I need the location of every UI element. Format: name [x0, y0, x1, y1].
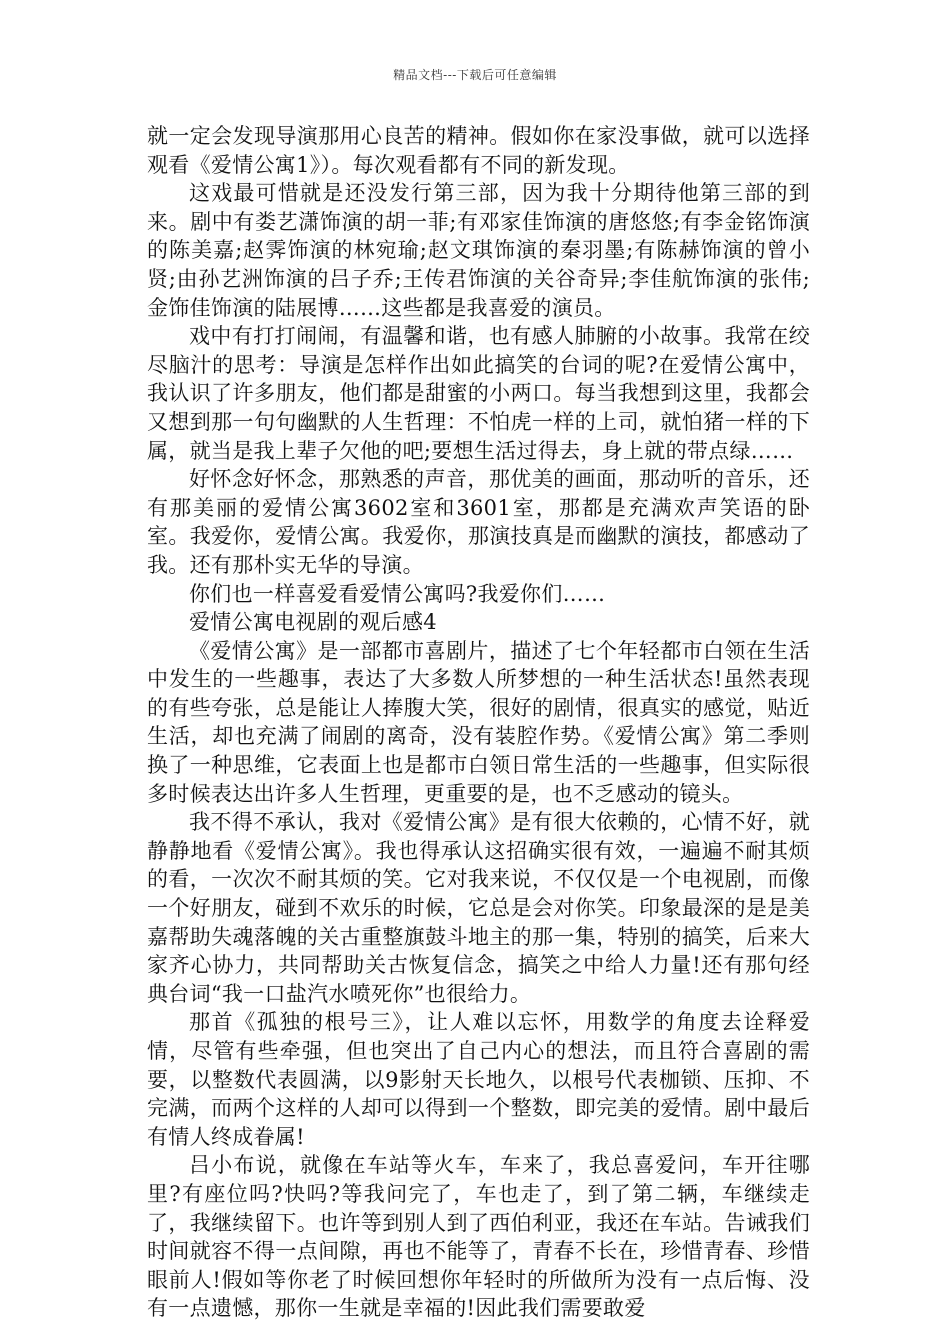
document-body: [147, 122, 810, 1323]
paragraph-7: 我不得不承认，我对《爱情公寓》是有很大依赖的，心情不好，就静静地看《爱情公寓》。我也得承认这招确实很有效，一遍遍不耐其烦的看，一次次不耐其烦的笑。它对我来说，不仅仅是一个电视剧，而像一个好朋友，碰到不欢乐的时候，它总是会对你笑。印象最深的是是美嘉帮助失魂落魄的关古重整旗鼓斗地主的那一集，特别的搞笑，后来大家齐心协力，共同帮助关古恢复信念，搞笑之中给人力量!还有那句经典台词“我一口盐汽水喷死你”也很给力。: [147, 810, 810, 1006]
paragraph-3: 戏中有打打闹闹，有温馨和谐，也有感人肺腑的小故事。我常在绞尽脑汁的思考：导演是怎样作出如此搞笑的台词的呢?在爱情公寓中，我认识了许多朋友，他们都是甜蜜的小两口。每当我想到这里，我都会又想到那一句句幽默的人生哲理：不怕虎一样的上司，就怕猪一样的下属，就当是我上辈子欠他的吧;要想生活过得去，身上就的带点绿……: [147, 324, 810, 463]
paragraph-5: 你们也一样喜爱看爱情公寓吗?我爱你们……: [189, 581, 606, 606]
section-heading: 爱情公寓电视剧的观后感4: [189, 610, 437, 635]
page-header: 精品文档---下载后可任意编辑: [393, 68, 557, 82]
paragraph-2: 这戏最可惜就是还没发行第三部，因为我十分期待他第三部的到来。剧中有娄艺潇饰演的胡一菲;有邓家佳饰演的唐悠悠;有李金铭饰演的陈美嘉;赵霁饰演的林宛瑜;赵文琪饰演的秦羽墨;有陈赫饰演的曾小贤;由孙艺洲饰演的吕子乔;王传君饰演的关谷奇异;李佳航饰演的张伟;金饰佳饰演的陆展博……这些都是我喜爱的演员。: [147, 181, 810, 320]
paragraph-6: 《爱情公寓》是一部都市喜剧片，描述了七个年轻都市白领在生活中发生的一些趣事，表达了大多数人所梦想的一种生活状态!虽然表现的有些夸张，总是能让人捧腹大笑，很好的剧情，很真实的感觉，贴近生活，却也充满了闹剧的离奇，没有装腔作势。《爱情公寓》第二季则换了一种思维，它表面上也是都市白领日常生活的一些趣事，但实际很多时候表达出许多人生哲理，更重要的是，也不乏感动的镜头。: [147, 638, 810, 806]
paragraph-8: 那首《孤独的根号三》，让人难以忘怀，用数学的角度去诠释爱情，尽管有些牵强，但也突出了自己内心的想法，而且符合喜剧的需要，以整数代表圆满，以9影射天长地久，以根号代表枷锁、压抑、不完满，而两个这样的人却可以得到一个整数，即完美的爱情。剧中最后有情人终成眷属!: [147, 1010, 810, 1149]
paragraph-9: 吕小布说，就像在车站等火车，车来了，我总喜爱问，车开往哪里?有座位吗?快吗?等我问完了，车也走了，到了第二辆，车继续走了，我继续留下。也许等到别人到了西伯利亚，我还在车站。告诫我们时间就容不得一点间隙，再也不能等了，青春不长在，珍惜青春、珍惜眼前人!假如等你老了时候回想你年轻时的所做所为没有一点后悔、没有一点遗憾，那你一生就是幸福的!因此我们需要敢爱: [147, 1153, 810, 1321]
paragraph-1: 就一定会发现导演那用心良苦的精神。假如你在家没事做，就可以选择观看《爱情公寓1》）。每次观看都有不同的新发现。: [147, 124, 810, 177]
paragraph-4: 好怀念好怀念，那熟悉的声音，那优美的画面，那动听的音乐，还有那美丽的爱情公寓3602室和3601室，那都是充满欢声笑语的卧室。我爱你，爱情公寓。我爱你，那演技真是而幽默的演技，都感动了我。还有那朴实无华的导演。: [147, 467, 810, 577]
